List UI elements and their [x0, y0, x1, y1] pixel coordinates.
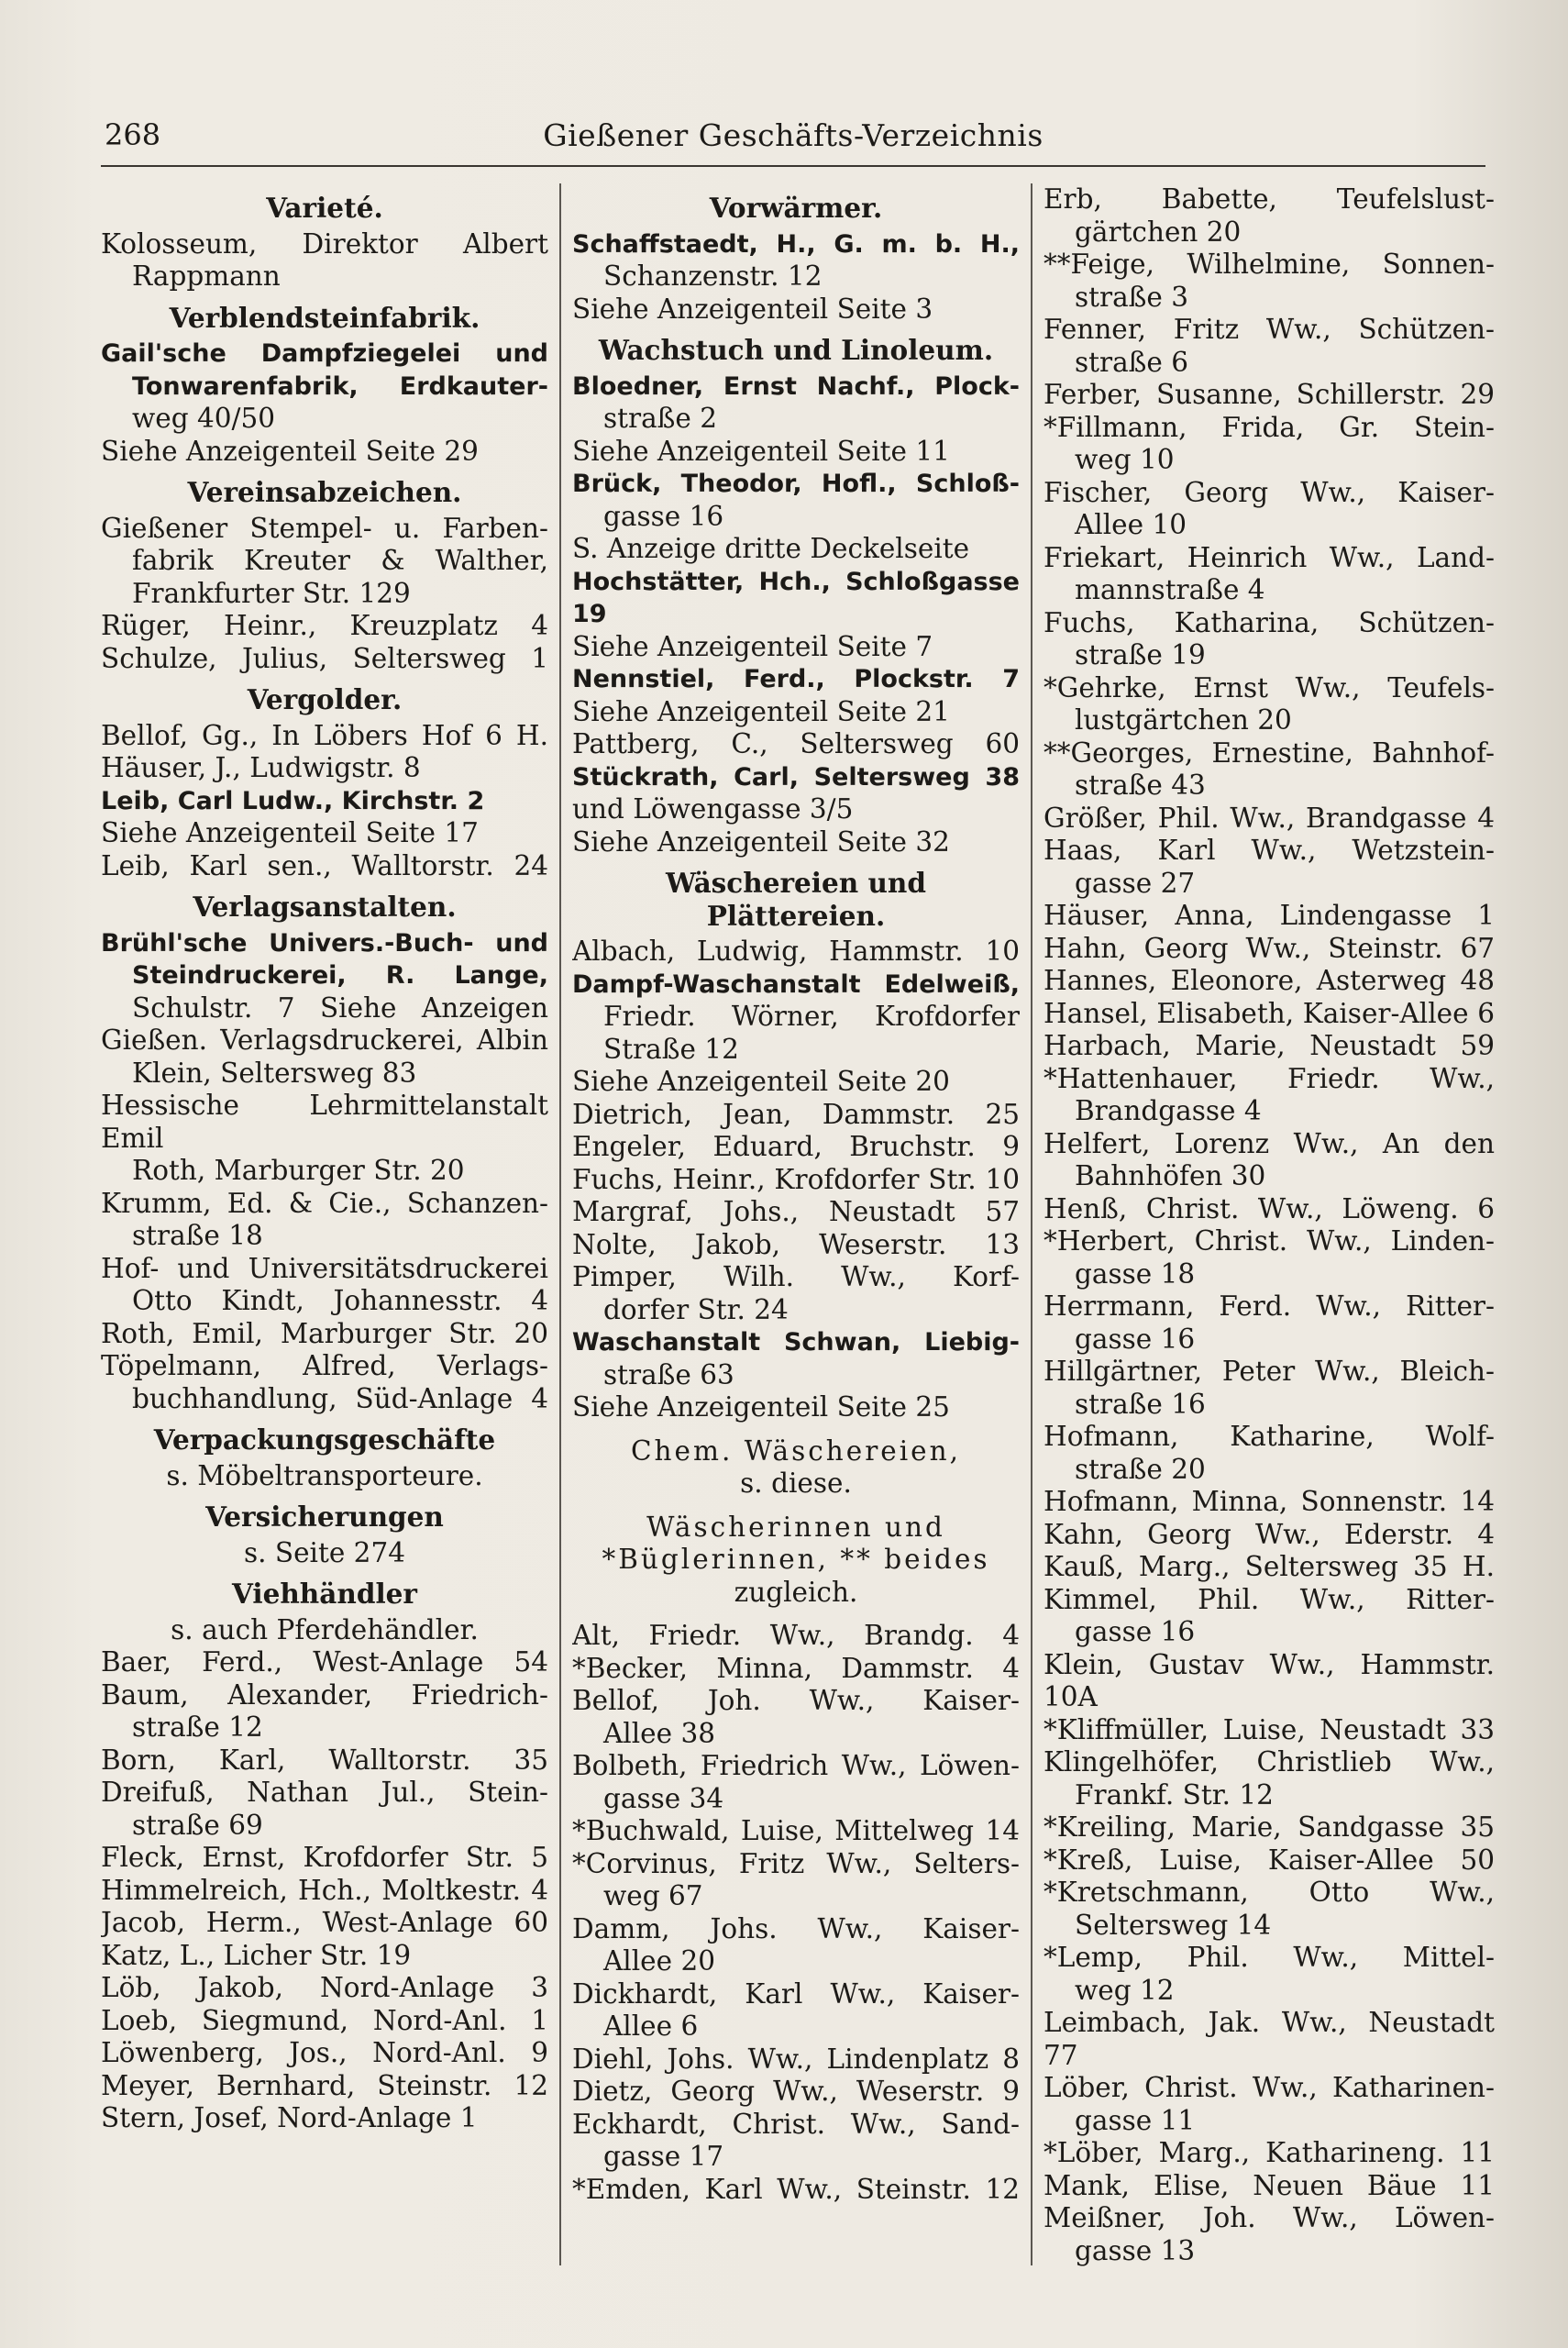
- entry-line: *Hattenhauer, Friedr. Ww.,: [1043, 1062, 1495, 1094]
- entry-line: Kolosseum, Direktor Albert: [101, 227, 548, 260]
- entry-line: Gießen. Verlagsdruckerei, Albin: [101, 1024, 548, 1056]
- entry-line: Fischer, Georg Ww., Kaiser-: [1043, 476, 1495, 508]
- section-heading: Chem. Wäschereien,: [630, 1434, 962, 1467]
- entry-line: Seltersweg 14: [1075, 1909, 1272, 1941]
- entry-line: Schulze, Julius, Seltersweg 1: [101, 642, 548, 674]
- entry-line: Waschanstalt Schwan, Liebig-: [572, 1328, 1020, 1357]
- entry-line: *Corvinus, Fritz Ww., Selters-: [572, 1847, 1020, 1879]
- entry-line: Löb, Jakob, Nord-Anlage 3: [101, 1972, 548, 2003]
- entry-line: *Löber, Marg., Katharineng. 11: [1043, 2137, 1495, 2168]
- entry-line: Fuchs, Katharina, Schützen-: [1043, 606, 1495, 638]
- entry-line: gasse 34: [603, 1782, 724, 1814]
- entry-line: Leib, Karl sen., Walltorstr. 24: [101, 849, 548, 881]
- entry-line: Siehe Anzeigenteil Seite 11: [572, 435, 950, 467]
- entry-line: Löwenberg, Jos., Nord-Anl. 9: [101, 2037, 548, 2068]
- page-header: [101, 117, 1485, 167]
- section-heading: Verlagsanstalten.: [193, 891, 457, 923]
- cross-reference: s. diese.: [740, 1468, 852, 1499]
- entry-line: Alt, Friedr. Ww., Brandg. 4: [572, 1620, 1020, 1651]
- entry-line: straße 20: [1075, 1453, 1206, 1485]
- entry-line: Nennstiel, Ferd., Plockstr. 7: [572, 665, 1020, 693]
- entry-line: Engeler, Eduard, Bruchstr. 9: [572, 1131, 1020, 1162]
- entry-line: Klingelhöfer, Christlieb Ww.,: [1043, 1746, 1495, 1778]
- column-middle: [572, 183, 1020, 2284]
- entry-line: Allee 20: [603, 1945, 716, 1977]
- section-heading: *Büglerinnen, ** beides: [602, 1544, 990, 1575]
- entry-line: gasse 16: [603, 500, 724, 532]
- entry-line: gasse 13: [1075, 2234, 1196, 2266]
- entry-line: Allee 38: [603, 1717, 716, 1749]
- entry-line: fabrik Kreuter & Walther,: [132, 545, 548, 576]
- section-heading: Vergolder.: [247, 683, 403, 715]
- entry-line: Ferber, Susanne, Schillerstr. 29: [1043, 379, 1495, 410]
- entry-line: Schanzenstr. 12: [603, 260, 823, 292]
- entry-line: Bellof, Gg., In Löbers Hof 6 H.: [101, 719, 548, 751]
- entry-line: Fenner, Fritz Ww., Schützen-: [1043, 314, 1495, 345]
- entry-line: Fleck, Ernst, Krofdorfer Str. 5: [101, 1842, 548, 1873]
- entry-line: weg 10: [1075, 444, 1175, 475]
- entry-line: Siehe Anzeigenteil Seite 25: [572, 1391, 950, 1423]
- entry-line: straße 12: [132, 1711, 263, 1743]
- entry-line: Jacob, Herm., West-Anlage 60: [101, 1907, 548, 1938]
- entry-line: straße 18: [132, 1220, 263, 1251]
- section-heading: zugleich.: [734, 1576, 858, 1608]
- entry-line: Frankf. Str. 12: [1075, 1778, 1274, 1811]
- entry-line: mannstraße 4: [1075, 574, 1265, 605]
- entry-line: straße 69: [132, 1809, 263, 1841]
- entry-line: Hofmann, Minna, Sonnenstr. 14: [1043, 1486, 1495, 1517]
- entry-line: Fuchs, Heinr., Krofdorfer Str. 10: [572, 1163, 1020, 1195]
- entry-line: gasse 11: [1075, 2104, 1196, 2136]
- entry-line: gärtchen 20: [1075, 216, 1242, 248]
- cross-reference: s. Seite 274: [244, 1536, 405, 1568]
- entry-line: straße 19: [1075, 639, 1206, 670]
- entry-line: Krumm, Ed. & Cie., Schanzen-: [101, 1187, 548, 1219]
- entry-line: *Emden, Karl Ww., Steinstr. 12: [572, 2173, 1020, 2205]
- entry-line: *Fillmann, Frida, Gr. Stein-: [1043, 411, 1495, 443]
- entry-line: weg 40/50: [132, 403, 275, 434]
- entry-line: Frankfurter Str. 129: [132, 577, 411, 609]
- entry-line: Hochstätter, Hch., Schloßgasse 19: [572, 567, 1020, 628]
- entry-line: *Lemp, Phil. Ww., Mittel-: [1043, 1942, 1495, 1973]
- entry-line: Größer, Phil. Ww., Brandgasse 4: [1043, 802, 1495, 834]
- entry-line: Siehe Anzeigenteil Seite 7: [572, 630, 933, 662]
- entry-line: Stern, Josef, Nord-Anlage 1: [101, 2102, 478, 2133]
- entry-line: Siehe Anzeigenteil Seite 17: [101, 817, 479, 848]
- entry-line: Hofmann, Katharine, Wolf-: [1043, 1421, 1495, 1452]
- entry-line: Nolte, Jakob, Weserstr. 13: [572, 1228, 1020, 1260]
- section-heading: Versicherungen: [205, 1501, 444, 1533]
- entry-line: Gießener Stempel- u. Farben-: [101, 512, 548, 544]
- entry-line: Kahn, Georg Ww., Ederstr. 4: [1043, 1518, 1495, 1550]
- entry-line: *Kreß, Luise, Kaiser-Allee 50: [1043, 1844, 1495, 1876]
- entry-line: straße 43: [1075, 770, 1206, 801]
- entry-line: Dietz, Georg Ww., Weserstr. 9: [572, 2076, 1020, 2107]
- entry-line: Meißner, Joh. Ww., Löwen-: [1043, 2202, 1495, 2233]
- entry-line: S. Anzeige dritte Deckelseite: [572, 533, 970, 564]
- column-right: [1043, 183, 1495, 2284]
- entry-line: und Löwengasse 3/5: [572, 793, 854, 825]
- entry-line: Schulstr. 7 Siehe Anzeigen: [132, 991, 548, 1024]
- running-title: Gießener Geschäfts-Verzeichnis: [543, 117, 1043, 153]
- entry-line: Rappmann: [132, 260, 281, 292]
- entry-line: **Feige, Wilhelmine, Sonnen-: [1043, 249, 1495, 280]
- entry-line: Baer, Ferd., West-Anlage 54: [101, 1646, 548, 1678]
- entry-line: Kauß, Marg., Seltersweg 35 H.: [1043, 1551, 1495, 1582]
- entry-line: Hannes, Eleonore, Asterweg 48: [1043, 965, 1495, 996]
- page-number: 268: [105, 117, 161, 152]
- entry-line: Allee 10: [1075, 509, 1187, 540]
- entry-line: Baum, Alexander, Friedrich-: [101, 1678, 548, 1711]
- entry-line: Haas, Karl Ww., Wetzstein-: [1043, 835, 1495, 866]
- entry-line: Brück, Theodor, Hofl., Schloß-: [572, 470, 1020, 498]
- section-heading: Verpackungsgeschäfte: [153, 1423, 496, 1456]
- entry-line: Katz, L., Licher Str. 19: [101, 1939, 412, 1971]
- cross-reference: s. auch Pferdehändler.: [171, 1613, 479, 1645]
- entry-line: Roth, Marburger Str. 20: [132, 1155, 465, 1186]
- entry-line: Hansel, Elisabeth, Kaiser-Allee 6: [1043, 997, 1495, 1029]
- section-heading: Wäschereien und Plättereien.: [666, 867, 926, 932]
- entry-line: straße 16: [1075, 1388, 1206, 1420]
- entry-line: **Georges, Ernestine, Bahnhof-: [1043, 737, 1495, 769]
- entry-line: gasse 17: [603, 2141, 724, 2172]
- entry-line: Damm, Johs. Ww., Kaiser-: [572, 1912, 1020, 1944]
- entry-line: Margraf, Johs., Neustadt 57: [572, 1196, 1020, 1227]
- entry-line: Friedr. Wörner, Krofdorfer: [603, 1001, 1020, 1032]
- entry-line: *Herbert, Christ. Ww., Linden-: [1043, 1225, 1495, 1257]
- entry-line: Meyer, Bernhard, Steinstr. 12: [101, 2069, 548, 2101]
- entry-line: *Gehrke, Ernst Ww., Teufels-: [1043, 671, 1495, 703]
- entry-line: Dampf-Waschanstalt Edelweiß,: [572, 969, 1020, 999]
- entry-line: Loeb, Siegmund, Nord-Anl. 1: [101, 2004, 548, 2036]
- entry-line: Himmelreich, Hch., Moltkestr. 4: [101, 1874, 548, 1906]
- section-heading: Viehhändler: [232, 1578, 417, 1610]
- entry-line: Häuser, Anna, Lindengasse 1: [1043, 900, 1495, 931]
- section-heading: Wäscherinnen und: [646, 1511, 945, 1543]
- entry-line: gasse 16: [1075, 1616, 1196, 1647]
- entry-line: straße 3: [1075, 281, 1188, 313]
- entry-line: Klein, Gustav Ww., Hammstr. 10A: [1043, 1648, 1495, 1712]
- entry-line: Siehe Anzeigenteil Seite 20: [572, 1066, 950, 1097]
- entry-line: Stückrath, Carl, Seltersweg 38: [572, 762, 1020, 792]
- entry-line: straße 6: [1075, 346, 1188, 378]
- entry-line: Schaffstaedt, H., G. m. b. H.,: [572, 229, 1020, 259]
- entry-line: Herrmann, Ferd. Ww., Ritter-: [1043, 1290, 1495, 1322]
- entry-line: Rüger, Heinr., Kreuzplatz 4: [101, 610, 548, 641]
- entry-line: gasse 27: [1075, 867, 1196, 899]
- entry-line: Siehe Anzeigenteil Seite 21: [572, 695, 950, 727]
- cross-reference: s. Möbeltransporteure.: [166, 1459, 483, 1491]
- entry-line: Pimper, Wilh. Ww., Korf-: [572, 1261, 1020, 1292]
- column-left: [101, 183, 548, 2284]
- entry-line: weg 67: [603, 1880, 703, 1911]
- entry-line: Leimbach, Jak. Ww., Neustadt 77: [1043, 2007, 1495, 2071]
- entry-line: Hessische Lehrmittelanstalt Emil: [101, 1090, 548, 1154]
- entry-line: Born, Karl, Walltorstr. 35: [101, 1744, 548, 1776]
- section-heading: Vereinsabzeichen.: [187, 476, 462, 508]
- entry-line: Löber, Christ. Ww., Katharinen-: [1043, 2072, 1495, 2103]
- entry-line: Tonwarenfabrik, Erdkauter-: [132, 371, 548, 401]
- entry-line: Häuser, J., Ludwigstr. 8: [101, 752, 421, 783]
- entry-line: Diehl, Johs. Ww., Lindenplatz 8: [572, 2043, 1020, 2075]
- entry-line: Helfert, Lorenz Ww., An den: [1043, 1127, 1495, 1159]
- entry-line: buchhandlung, Süd-Anlage 4: [132, 1382, 548, 1414]
- entry-line: Pattberg, C., Seltersweg 60: [572, 728, 1020, 759]
- entry-line: *Becker, Minna, Dammstr. 4: [572, 1652, 1020, 1684]
- section-heading: Wachstuch und Linoleum.: [598, 334, 994, 366]
- column-divider: [559, 183, 561, 2265]
- entry-line: Harbach, Marie, Neustadt 59: [1043, 1030, 1495, 1061]
- entry-line: weg 12: [1075, 1974, 1175, 2006]
- entry-line: *Kreiling, Marie, Sandgasse 35: [1043, 1811, 1495, 1843]
- entry-line: Bloedner, Ernst Nachf., Plock-: [572, 371, 1020, 401]
- entry-line: Siehe Anzeigenteil Seite 29: [101, 435, 479, 467]
- entry-line: Dickhardt, Karl Ww., Kaiser-: [572, 1977, 1020, 2010]
- entry-line: Bahnhöfen 30: [1075, 1160, 1266, 1191]
- section-heading: Varieté.: [266, 192, 383, 224]
- entry-line: Hof- und Universitätsdruckerei: [101, 1252, 548, 1284]
- entry-line: Bellof, Joh. Ww., Kaiser-: [572, 1685, 1020, 1716]
- section-heading: Verblendsteinfabrik.: [169, 301, 480, 334]
- entry-line: Siehe Anzeigenteil Seite 32: [572, 825, 950, 858]
- entry-line: lustgärtchen 20: [1075, 704, 1292, 736]
- entry-line: Dietrich, Jean, Dammstr. 25: [572, 1098, 1020, 1130]
- column-divider: [1031, 183, 1032, 2265]
- entry-line: Leib, Carl Ludw., Kirchstr. 2: [101, 786, 485, 815]
- entry-line: straße 63: [603, 1358, 734, 1390]
- entry-line: Henß, Christ. Ww., Löweng. 6: [1043, 1192, 1495, 1224]
- entry-line: Siehe Anzeigenteil Seite 3: [572, 293, 933, 325]
- entry-line: Hahn, Georg Ww., Steinstr. 67: [1043, 932, 1495, 964]
- entry-line: *Kliffmüller, Luise, Neustadt 33: [1043, 1713, 1495, 1745]
- section-heading: Vorwärmer.: [709, 192, 883, 224]
- entry-line: Kimmel, Phil. Ww., Ritter-: [1043, 1583, 1495, 1615]
- entry-line: Klein, Seltersweg 83: [132, 1057, 417, 1089]
- entry-line: Steindruckerei, R. Lange,: [132, 961, 548, 990]
- entry-line: Otto Kindt, Johannesstr. 4: [132, 1285, 548, 1316]
- entry-line: Straße 12: [603, 1033, 739, 1065]
- entry-line: Dreifuß, Nathan Jul., Stein-: [101, 1777, 548, 1808]
- entry-line: Erb, Babette, Teufelslust-: [1043, 183, 1495, 215]
- entry-line: dorfer Str. 24: [603, 1293, 789, 1325]
- entry-line: Bolbeth, Friedrich Ww., Löwen-: [572, 1750, 1020, 1781]
- entry-line: Eckhardt, Christ. Ww., Sand-: [572, 2108, 1020, 2140]
- entry-line: Allee 6: [603, 2010, 699, 2042]
- entry-line: Albach, Ludwig, Hammstr. 10: [572, 936, 1020, 967]
- entry-line: Brühl'sche Univers.-Buch- und: [101, 928, 548, 958]
- entry-line: *Buchwald, Luise, Mittelweg 14: [572, 1815, 1020, 1846]
- entry-line: Töpelmann, Alfred, Verlags-: [101, 1350, 548, 1381]
- entry-line: Brandgasse 4: [1075, 1095, 1262, 1126]
- entry-line: Gail'sche Dampfziegelei und: [101, 339, 548, 368]
- entry-line: straße 2: [603, 403, 717, 434]
- entry-line: gasse 16: [1075, 1323, 1196, 1355]
- entry-line: *Kretschmann, Otto Ww.,: [1043, 1877, 1495, 1908]
- entry-line: gasse 18: [1075, 1257, 1196, 1290]
- entry-line: Mank, Elise, Neuen Bäue 11: [1043, 2169, 1495, 2201]
- entry-line: Hillgärtner, Peter Ww., Bleich-: [1043, 1356, 1495, 1387]
- entry-line: Roth, Emil, Marburger Str. 20: [101, 1317, 548, 1349]
- entry-line: Friekart, Heinrich Ww., Land-: [1043, 541, 1495, 573]
